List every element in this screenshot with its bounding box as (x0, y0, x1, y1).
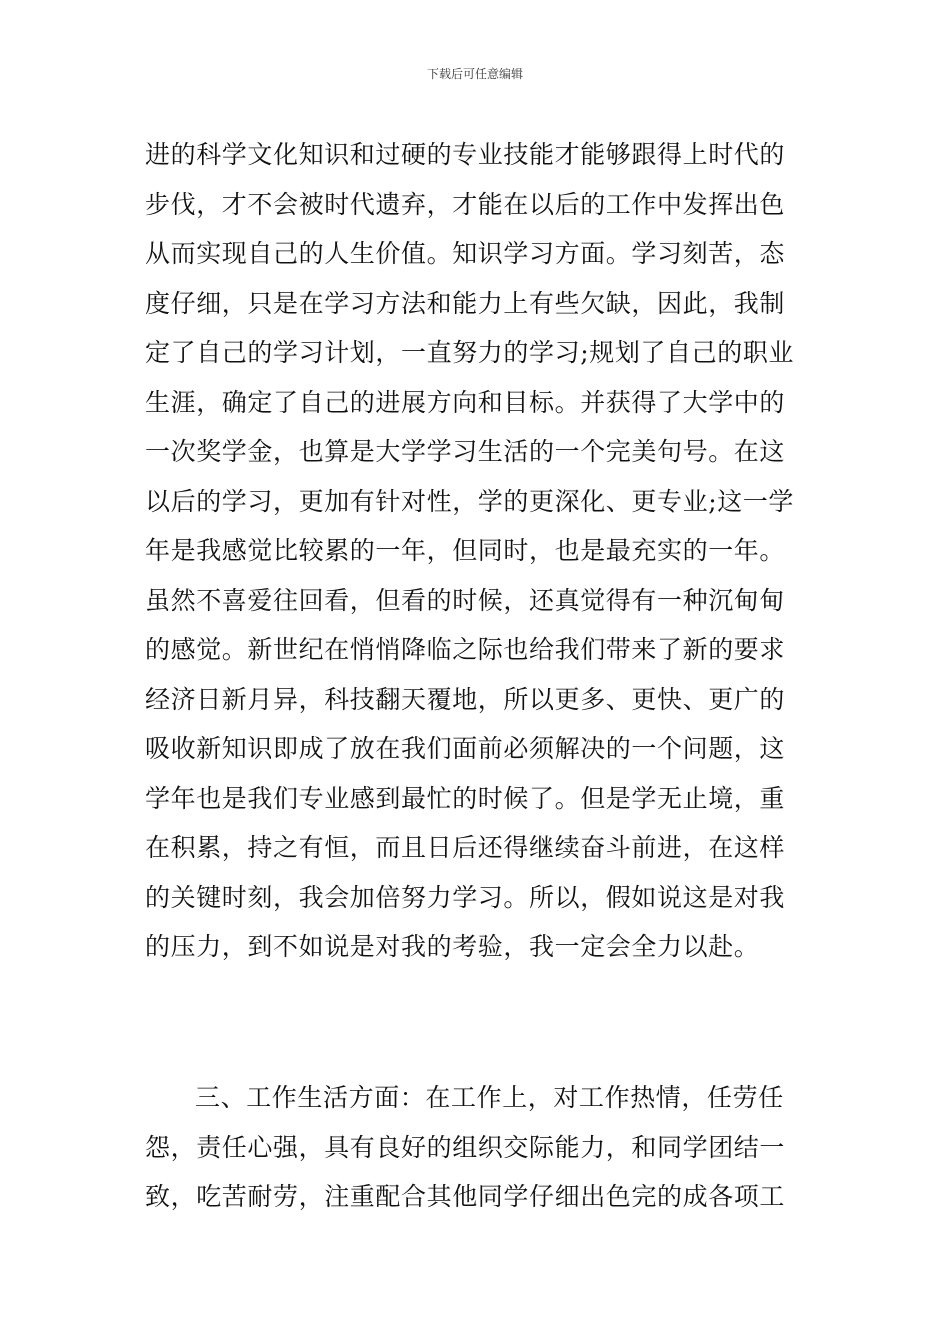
text-line: 经济日新月异，科技翻天覆地，所以更多、更快、更广的 (145, 684, 786, 714)
text-line: 进的科学文化知识和过硬的专业技能才能够跟得上时代的 (145, 140, 786, 169)
text-line: 吸收新知识即成了放在我们面前必须解决的一个问题，这 (145, 734, 786, 763)
text-line: 以后的学习，更加有针对性，学的更深化、更专业;这一学 (145, 486, 795, 516)
text-line: 的感觉。新世纪在悄悄降临之际也给我们带来了新的要求 (145, 635, 786, 664)
paragraph-study (145, 130, 807, 972)
text-line: 步伐，才不会被时代遗弃，才能在以后的工作中发挥出色 (145, 189, 786, 219)
text-line: 的压力，到不如说是对我的考验，我一定会全力以赴。 (145, 932, 760, 961)
text-line: 的关键时刻，我会加倍努力学习。所以，假如说这是对我 (145, 882, 786, 912)
page-header-note: 下载后可任意编辑 (426, 67, 523, 81)
text-line: 生涯，确定了自己的进展方向和目标。并获得了大学中的 (145, 387, 786, 417)
text-line: 度仔细，只是在学习方法和能力上有些欠缺，因此，我制 (145, 288, 786, 318)
text-line: 致，吃苦耐劳，注重配合其他同学仔细出色完的成各项工 (145, 1182, 786, 1211)
text-line: 定了自己的学习计划，一直努力的学习;规划了自己的职业 (145, 338, 795, 367)
text-line: 三、工作生活方面：在工作上，对工作热情，任劳任 (195, 1083, 784, 1112)
text-line: 从而实现自己的人生价值。知识学习方面。学习刻苦，态 (145, 239, 786, 268)
text-line: 怨，责任心强，具有良好的组织交际能力，和同学团结一 (145, 1132, 786, 1162)
text-line: 虽然不喜爱往回看，但看的时候，还真觉得有一种沉甸甸 (145, 585, 786, 615)
text-line: 年是我感觉比较累的一年，但同时，也是最充实的一年。 (145, 536, 786, 565)
text-line: 一次奖学金，也算是大学学习生活的一个完美句号。在这 (145, 437, 786, 466)
paragraph-work-life (145, 1073, 807, 1222)
text-line: 在积累，持之有恒，而且日后还得继续奋斗前进，在这样 (145, 833, 786, 862)
text-line: 学年也是我们专业感到最忙的时候了。但是学无止境，重 (145, 783, 786, 813)
